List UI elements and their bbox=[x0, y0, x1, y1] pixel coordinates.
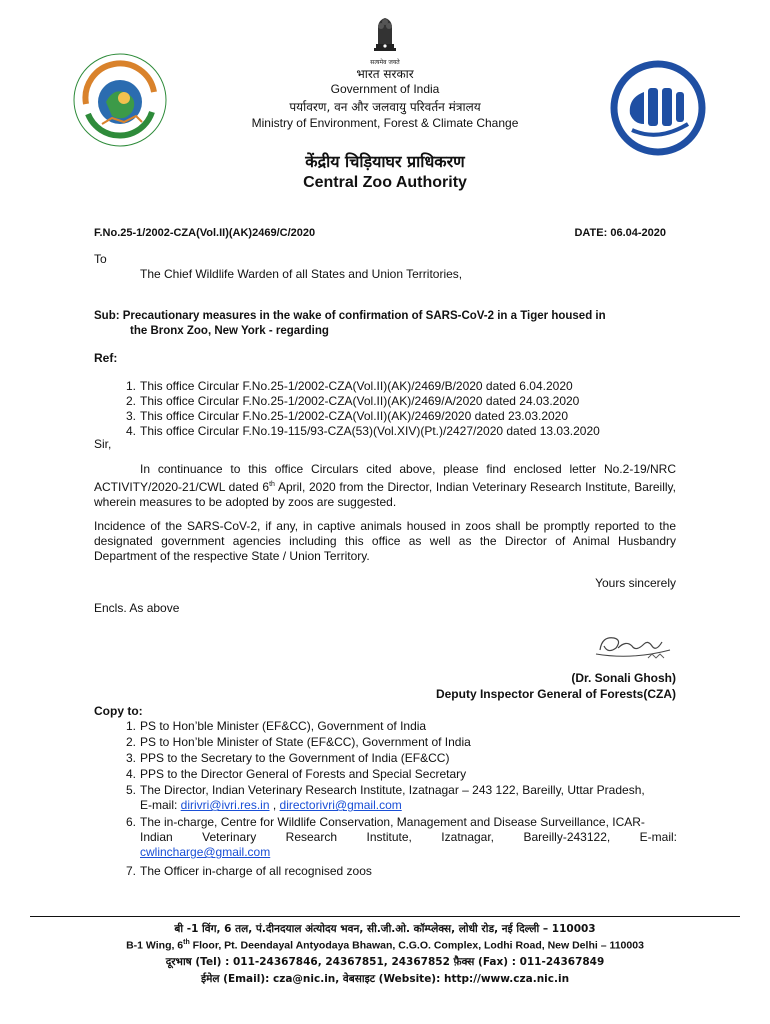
state-emblem-icon bbox=[370, 14, 400, 60]
salutation: Sir, bbox=[94, 437, 112, 451]
footer-address: B-1 Wing, 6th Floor, Pt. Deendayal Antyodaya Bhawan, C.G.O. Complex, Lodhi Road, New Delhi – 110003 bbox=[126, 939, 644, 952]
file-number: F.No.25-1/2002-CZA(Vol.II)(AK)2469/C/2020 bbox=[94, 227, 316, 239]
ref-label: Ref: bbox=[94, 351, 118, 365]
footer-divider bbox=[30, 916, 740, 917]
footer-hindi-address: बी -1 विंग, 6 तल, पं.दीनदयाल अंत्योदय भवन, सी.जी.ओ. कॉम्प्लेक्स, लोधी रोड, नई दिल्ली – 110003 bbox=[174, 923, 596, 935]
header-hindi-authority: केंद्रीय चिड़ियाघर प्राधिकरण bbox=[305, 152, 465, 171]
paragraph-2: Incidence of the SARS-CoV-2, if any, in captive animals housed in zoos shall be promptly reported to the designated government agencies including this office as well as the Director of Animal Husbandry Department of the respective State / Union Territory. bbox=[94, 519, 676, 563]
copy-item: 1. PS to Hon’ble Minister (EF&CC), Government of India bbox=[125, 719, 427, 733]
paragraph-1: In continuance to this office Circulars cited above, please find enclosed letter No.2-19/NRC ACTIVITY/2020-21/CWL dated 6th April, 2020 from the Director, Indian Veterinary Research Institute, Bareilly, wherein measures to be adopted by zoos are suggested. bbox=[94, 462, 676, 509]
copy-item: 6. The in-charge, Centre for Wildlife Conservation, Management and Disease Surveillance, ICAR- Indian Veterinary Research Institute, Izatnagar, Bareilly-243122, E-mail: cwlincharge@gmail.com bbox=[125, 815, 677, 859]
closing: Yours sincerely bbox=[595, 576, 676, 590]
header-hindi-govt: भारत सरकार bbox=[356, 67, 414, 81]
ref-item: 1. This office Circular F.No.25-1/2002-CZA(Vol.II)(AK)/2469/B/2020 dated 6.04.2020 bbox=[125, 379, 573, 393]
ref-item: 4. This office Circular F.No.19-115/93-CZA(53)(Vol.XIV)(Pt.)/2427/2020 dated 13.03.2020 bbox=[125, 424, 600, 438]
ref-item: 3. This office Circular F.No.25-1/2002-CZA(Vol.II)(AK)/2469/2020 dated 23.03.2020 bbox=[125, 409, 569, 423]
header-ministry: Ministry of Environment, Forest & Climate Change bbox=[251, 116, 519, 130]
signer-name: (Dr. Sonali Ghosh) bbox=[571, 671, 676, 685]
copy-item: 4. PPS to the Director General of Forests and Special Secretary bbox=[125, 767, 467, 781]
copy-item: 2. PS to Hon’ble Minister of State (EF&CC), Government of India bbox=[125, 735, 471, 749]
to-label: To bbox=[94, 252, 107, 266]
ref-list bbox=[125, 379, 680, 439]
signer-title: Deputy Inspector General of Forests(CZA) bbox=[435, 687, 676, 701]
emblem-motto: सत्यमेव जयते bbox=[370, 59, 400, 66]
copy-item: 3. PPS to the Secretary to the Government of India (EF&CC) bbox=[125, 751, 450, 765]
copy-to-label: Copy to: bbox=[94, 704, 143, 718]
footer-phone: दूरभाष (Tel) : 011-24367846, 24367851, 24367852 फ़ैक्स (Fax) : 011-24367849 bbox=[165, 956, 605, 968]
copy-item: 5. The Director, Indian Veterinary Research Institute, Izatnagar – 243 122, Bareilly, Uttar Pradesh, E-mail: dirivri@ivri.res.in , directorivri@gmail.com bbox=[125, 783, 645, 812]
header-govt: Government of India bbox=[330, 82, 440, 96]
copy-item: 7. The Officer in-charge of all recognised zoos bbox=[125, 864, 372, 878]
copy-to-list bbox=[125, 719, 677, 879]
email-link-dirivri[interactable]: dirivri@ivri.res.in bbox=[180, 798, 270, 812]
header-hindi-ministry: पर्यावरण, वन और जलवायु परिवर्तन मंत्रालय bbox=[289, 100, 481, 114]
enclosures: Encls. As above bbox=[94, 601, 180, 615]
header-authority: Central Zoo Authority bbox=[303, 174, 467, 191]
footer-email-web: ईमेल (Email): cza@nic.in, वेबसाइट (Website): http://www.cza.nic.in bbox=[200, 973, 570, 985]
subject-line-2: the Bronx Zoo, New York - regarding bbox=[130, 325, 329, 337]
signature bbox=[592, 630, 676, 666]
subject-line-1: Sub: Precautionary measures in the wake of confirmation of SARS-CoV-2 in a Tiger housed in bbox=[94, 310, 606, 322]
email-link-cwlincharge[interactable]: cwlincharge@gmail.com bbox=[140, 845, 271, 859]
ref-item: 2. This office Circular F.No.25-1/2002-CZA(Vol.II)(AK)/2469/A/2020 dated 24.03.2020 bbox=[125, 394, 580, 408]
letter-date: DATE: 06.04-2020 bbox=[574, 227, 666, 239]
to-recipient: The Chief Wildlife Warden of all States and Union Territories, bbox=[140, 267, 463, 281]
email-link-directorivri[interactable]: directorivri@gmail.com bbox=[279, 798, 402, 812]
